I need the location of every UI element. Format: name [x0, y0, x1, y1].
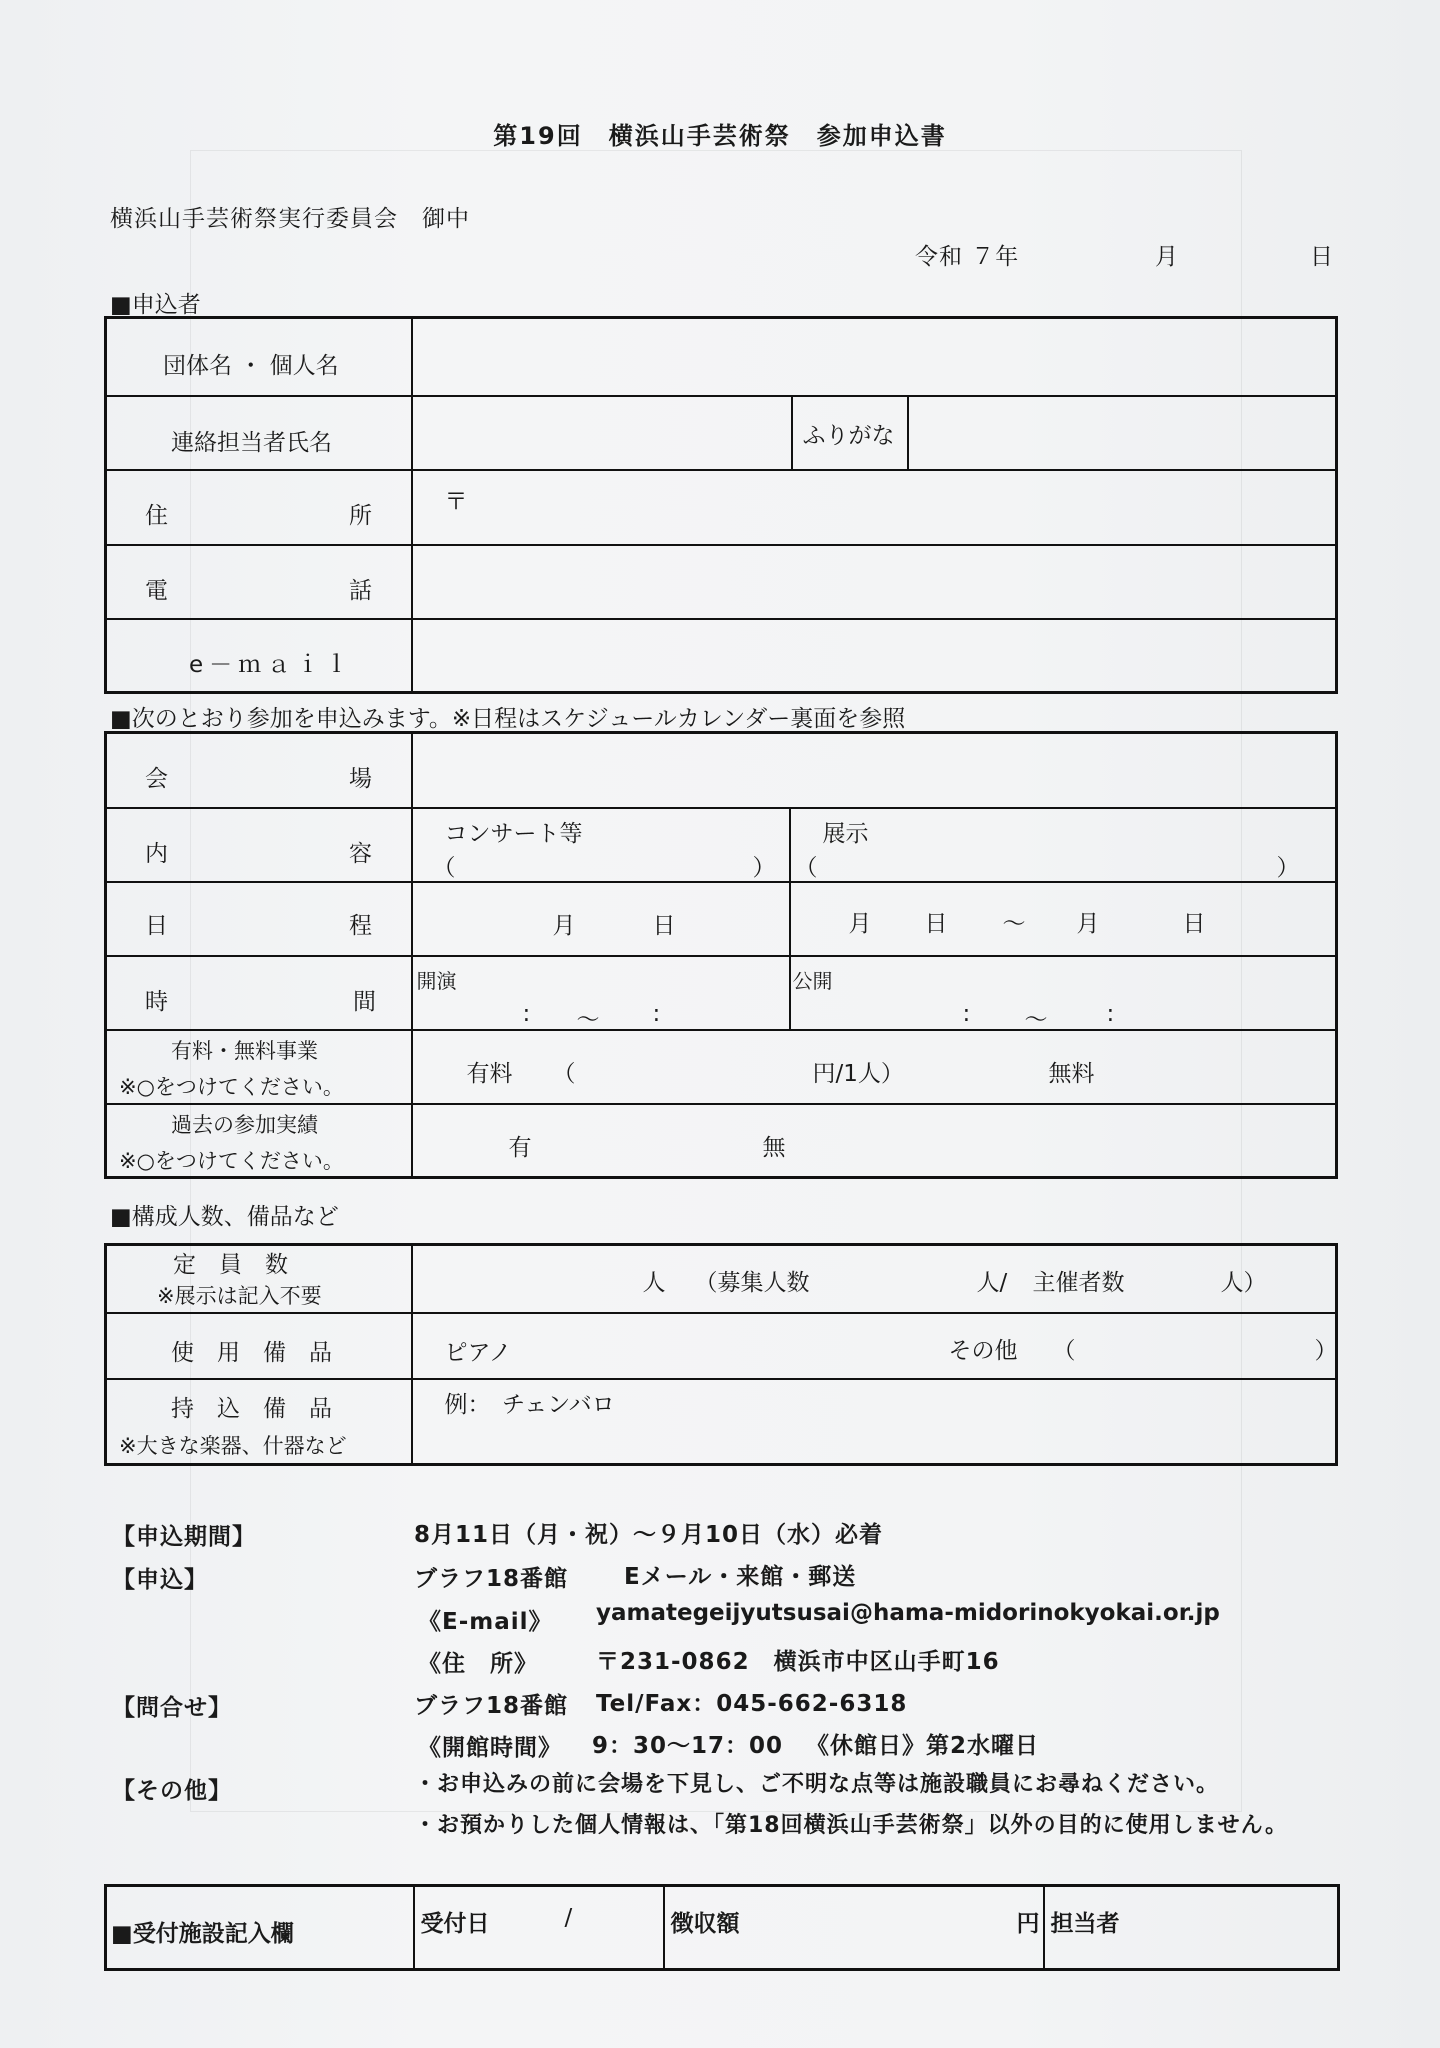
time-label-a: 時: [145, 988, 168, 1015]
address-label-a: 住: [145, 502, 168, 529]
schedule-label-cell: [106, 882, 412, 956]
apply-methods: Eメール・来館・郵送: [624, 1564, 857, 1590]
concert-month: 月: [552, 912, 576, 939]
reception-date-slash: /: [564, 1905, 573, 1931]
capacity-person: 人: [642, 1270, 666, 1296]
reception-label: ■受付施設記入欄: [111, 1921, 294, 1947]
concert-label: コンサート等: [444, 820, 583, 847]
capacity-label: 定 員 数: [173, 1252, 288, 1278]
furigana-label: ふりがな: [802, 422, 895, 449]
other-paren-close: ）: [1314, 1337, 1338, 1364]
content-label-b: 容: [349, 840, 372, 867]
open-label: 公開: [792, 968, 833, 993]
phone-field[interactable]: [412, 545, 1337, 619]
reception-staff-label: 担当者: [1050, 1911, 1120, 1937]
email-label: e－ｍａｉｌ: [189, 651, 355, 678]
equipment-field[interactable]: [412, 1313, 1337, 1379]
venue-field[interactable]: [412, 733, 1337, 808]
addressee: 横浜山手芸術祭実行委員会 御中: [110, 206, 470, 232]
host-person: 人）: [1220, 1270, 1267, 1296]
exhibit-end-day: 日: [1182, 910, 1206, 937]
fee-note: ※○をつけてください。: [119, 1074, 344, 1099]
venue-label-a: 会: [145, 766, 168, 792]
open-start-colon: :: [962, 1000, 971, 1027]
phone-label-b: 話: [349, 577, 372, 604]
fee-label-cell: [106, 1030, 412, 1104]
bring-field[interactable]: [412, 1379, 1337, 1465]
exhibit-end-month: 月: [1076, 910, 1100, 937]
equipment-label-cell: [106, 1313, 412, 1379]
exhibit-paren-close: ）: [1276, 854, 1300, 881]
phone-label-cell: [106, 545, 412, 619]
capacity-label-cell: [106, 1245, 412, 1313]
paid-paren-open: （: [552, 1060, 576, 1087]
section-request: ■次のとおり参加を申込みます。※日程はスケジュールカレンダー裏面を参照: [110, 706, 906, 732]
content-field[interactable]: [412, 808, 1337, 882]
closed-text: 第2水曜日: [926, 1733, 1040, 1759]
start-tilde: ～: [576, 1006, 600, 1033]
contact-field[interactable]: [412, 396, 1337, 470]
group-name-label-cell: [106, 318, 412, 396]
apply-place: ブラフ18番館: [414, 1566, 569, 1592]
time-label-b: 間: [353, 988, 376, 1015]
paid-option[interactable]: 有料: [466, 1060, 513, 1087]
date-month[interactable]: 月: [1155, 244, 1179, 270]
address-text: 〒231-0862 横浜市中区山手町16: [596, 1649, 1000, 1675]
hours-text: 9：30～17：00: [592, 1733, 784, 1759]
telfax: Tel/Fax：045-662-6318: [596, 1691, 908, 1717]
start-colon: :: [522, 1000, 531, 1027]
period-label: 【申込期間】: [112, 1524, 256, 1550]
date-day[interactable]: 日: [1310, 244, 1334, 270]
reception-label-cell: [106, 1886, 414, 1970]
concert-paren-close: ）: [752, 854, 776, 881]
address-field[interactable]: [412, 470, 1337, 545]
inquiry-place: ブラフ18番館: [414, 1693, 569, 1719]
email-address[interactable]: yamategeijyutsusai@hama-midorinokyokai.or.jp: [596, 1600, 1220, 1626]
content-label-a: 内: [145, 840, 168, 867]
note-2: ・お預かりした個人情報は、「第18回横浜山手芸術祭」以外の目的に使用しません。: [414, 1813, 1288, 1838]
applicant-table: [104, 316, 1338, 694]
bring-label-cell: [106, 1379, 412, 1465]
past-yes-option[interactable]: 有: [508, 1134, 532, 1161]
time-label-cell: [106, 956, 412, 1030]
schedule-label-b: 程: [349, 912, 372, 939]
reception-date-field[interactable]: [414, 1886, 664, 1970]
closed-label: 《休館日》: [806, 1733, 926, 1759]
bring-note: ※大きな楽器、什器など: [119, 1433, 347, 1458]
bring-label: 持 込 備 品: [171, 1395, 332, 1422]
reception-fee-field[interactable]: [664, 1886, 1044, 1970]
reception-staff-field[interactable]: [1044, 1886, 1339, 1970]
capacity-field[interactable]: [412, 1245, 1337, 1313]
exhibit-paren-open: （: [794, 854, 818, 881]
address-label-cell: [106, 470, 412, 545]
host-label: 主催者数: [1032, 1270, 1125, 1296]
exhibit-start-day: 日: [924, 910, 948, 937]
fee-field[interactable]: [412, 1030, 1337, 1104]
start-label: 開演: [416, 968, 457, 993]
group-name-label: 団体名 ・ 個人名: [163, 353, 339, 379]
group-name-field[interactable]: [412, 318, 1337, 396]
postal-mark: 〒: [444, 488, 468, 515]
end-colon: :: [652, 1000, 661, 1027]
other-paren-open: （: [1052, 1337, 1076, 1364]
email-label-cell: [106, 619, 412, 693]
apply-label: 【申込】: [112, 1567, 208, 1593]
concert-paren-open: （: [432, 854, 456, 881]
date-era[interactable]: 令和 ７年: [915, 244, 1020, 270]
hours-label: 《開館時間》: [418, 1735, 562, 1761]
venue-label-cell: [106, 733, 412, 808]
yen-per-person: 円/1人）: [812, 1060, 904, 1087]
fee-label: 有料・無料事業: [171, 1038, 318, 1063]
capacity-note: ※展示は記入不要: [157, 1284, 322, 1308]
inquiry-label: 【問合せ】: [112, 1695, 232, 1721]
form-title: 第19回 横浜山手芸術祭 参加申込書: [493, 122, 947, 150]
past-label: 過去の参加実績: [171, 1112, 318, 1137]
other-label: その他: [948, 1337, 1018, 1364]
time-field[interactable]: [412, 956, 1337, 1033]
exhibit-tilde: ～: [1002, 910, 1026, 937]
schedule-field[interactable]: [412, 882, 1337, 956]
reception-date-label: 受付日: [420, 1911, 490, 1937]
concert-day: 日: [652, 912, 676, 939]
phone-label-a: 電: [145, 577, 168, 604]
piano-option[interactable]: ピアノ: [444, 1339, 512, 1366]
schedule-label-a: 日: [145, 912, 168, 939]
open-tilde: ～: [1024, 1006, 1048, 1033]
past-field[interactable]: [412, 1104, 1337, 1178]
venue-label-b: 場: [349, 766, 372, 792]
email-field[interactable]: [412, 619, 1337, 693]
contact-label-cell: [106, 396, 412, 470]
recruit-person: 人/: [976, 1270, 1008, 1296]
note-1: ・お申込みの前に会場を下見し、ご不明な点等は施設職員にお尋ねください。: [414, 1772, 1220, 1797]
members-table: [104, 1243, 1338, 1466]
free-option[interactable]: 無料: [1048, 1060, 1095, 1087]
reception-table: [104, 1884, 1340, 1971]
open-end-colon: :: [1106, 1000, 1115, 1027]
equipment-label: 使 用 備 品: [171, 1339, 332, 1366]
recruit-label: （募集人数: [694, 1270, 810, 1296]
period-text: 8月11日（月・祝）～９月10日（水）必着: [414, 1522, 884, 1548]
contact-label: 連絡担当者氏名: [171, 429, 332, 456]
address-label-b: 所: [349, 502, 372, 529]
section-members: ■構成人数、備品など: [110, 1204, 339, 1230]
past-no-option[interactable]: 無: [762, 1134, 786, 1161]
other-info-label: 【その他】: [112, 1778, 232, 1804]
past-note: ※○をつけてください。: [119, 1148, 344, 1173]
exhibit-start-month: 月: [848, 910, 872, 937]
request-table: [104, 731, 1338, 1179]
past-label-cell: [106, 1104, 412, 1178]
email-info-label: 《E-mail》: [418, 1609, 553, 1635]
bring-example: 例： チェンバロ: [444, 1391, 615, 1418]
address-info-label: 《住 所》: [418, 1651, 538, 1677]
section-applicant: ■申込者: [110, 292, 201, 318]
content-label-cell: [106, 808, 412, 882]
exhibit-label: 展示: [822, 820, 869, 847]
reception-fee-label: 徴収額: [670, 1911, 740, 1937]
reception-yen: 円: [1016, 1911, 1040, 1937]
